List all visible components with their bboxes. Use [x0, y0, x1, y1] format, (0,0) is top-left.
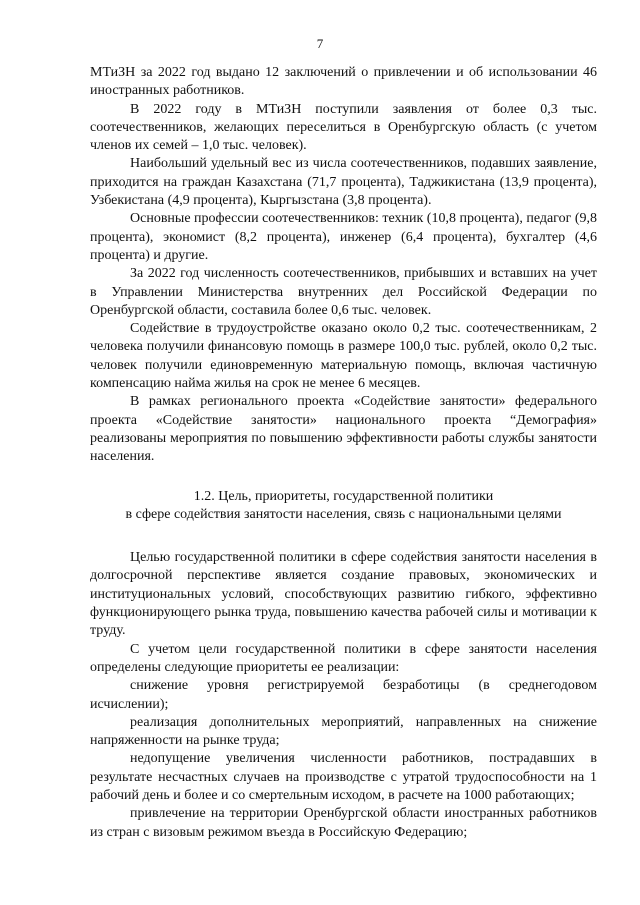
page-number: 7 [316, 36, 324, 51]
section-heading-line: 1.2. Цель, приоритеты, государственной политики [193, 488, 494, 504]
list-item: реализация дополнительных мероприятий, направленных на снижение напряженности на рынке труда; [90, 714, 597, 749]
paragraph: За 2022 год численность соотечественников, прибывших и вставших на учет в Управлении Министерства внутренних дел Российской Федерации по Оренбургской области, составила более 0,6 тыс. человек. [90, 266, 597, 318]
list-item: недопущение увеличения численности работников, пострадавших в результате несчастных случаев на производстве с утратой трудоспособности на 1 рабочий день и более и со смертельным исходом, в расчете на 1000 работающих; [90, 751, 597, 803]
paragraph: МТиЗН за 2022 год выдано 12 заключений о привлечении и об использовании 46 иностранных работников. [90, 65, 597, 99]
paragraph: Целью государственной политики в сфере содействия занятости населения в долгосрочной перспективе является создание правовых, экономических и институциональных условий, способствующих развитию гибкого, эффективно функционирующего рынка труда, повышению качества рабочей силы и мотивации к труду. [90, 550, 597, 639]
paragraph: Содействие в трудоустройстве оказано около 0,2 тыс. соотечественникам, 2 человека получили финансовую помощь в размере 100,0 тыс. рублей, около 0,2 тыс. человек получили единовременную материальную помощь, включая частичную компенсацию найма жилья на срок не менее 6 месяцев. [90, 321, 597, 392]
section-heading-line: в сфере содействия занятости населения, связь с национальными целями [125, 506, 562, 522]
paragraph: В рамках регионального проекта «Содействие занятости» федерального проекта «Содействие занятости» национального проекта “Демография» реализованы мероприятия по повышению эффективности работы службы занятости населения. [90, 394, 597, 465]
paragraph: Наибольший удельный вес из числа соотечественников, подавших заявление, приходится на граждан Казахстана (71,7 процента), Таджикистана (13,9 процента), Узбекистана (4,9 процента), Кыргызстана (3,8 процента). [90, 156, 597, 209]
paragraph: С учетом цели государственной политики в сфере занятости населения определены следующие приоритеты ее реализации: [90, 641, 597, 675]
paragraph: Основные профессии соотечественников: техник (10,8 процента), педагог (9,8 процента), экономист (8,2 процента), инженер (6,4 процента), бухгалтер (4,6 процента) и другие. [90, 211, 597, 263]
list-item: привлечение на территории Оренбургской области иностранных работников из стран с визовым режимом въезда в Российскую Федерацию; [90, 806, 597, 840]
document-body [90, 64, 597, 842]
paragraph: В 2022 году в МТиЗН поступили заявления от более 0,3 тыс. соотечественников, желающих переселиться в Оренбургскую область (с учетом членов их семей – 1,0 тыс. человек). [90, 101, 597, 154]
section-heading [90, 488, 597, 525]
list-item: снижение уровня регистрируемой безработицы (в среднегодовом исчислении); [90, 678, 597, 712]
